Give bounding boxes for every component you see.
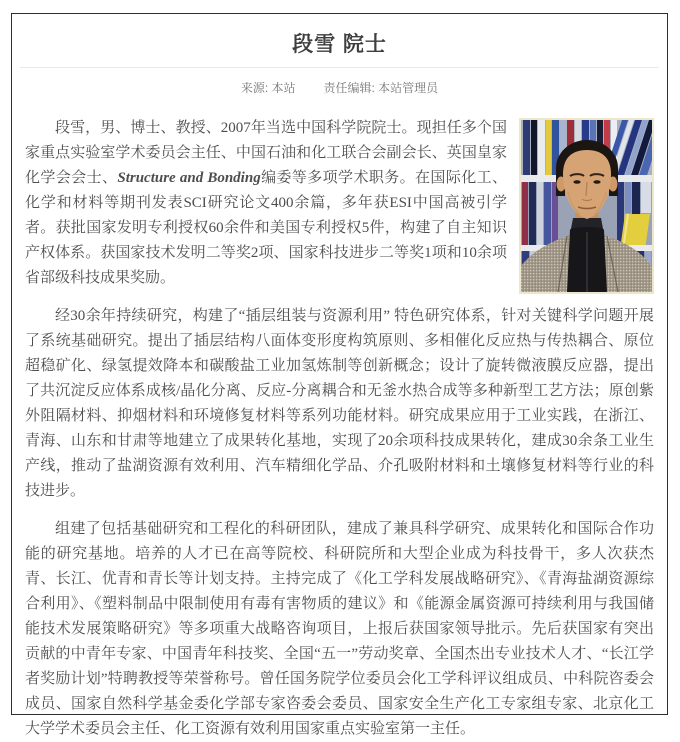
article-body (25, 116, 654, 742)
paragraph-bio-rest: 编委等多项学术职务。在国际化工、化学和材料等期刊发表SCI研究论文400余篇，多年获ESI中国高被引学者。获批国家发明专利授权60余件和美国专利授权5件，构建了自主知识产权体系。获国家技术发明二等奖2项、国家科技进步二等奖1项和10余项省部级科技成果奖励。 (25, 170, 507, 286)
journal-name-text: Structure and Bonding (117, 170, 261, 186)
article-meta-row (12, 81, 667, 96)
paragraph-bio-lead: 段雪，男、博士、教授、2007年当选中国科学院院士。现担任多个国家重点实验室学术委员会主任、中国石油和化工联合会副会长、英国皇家化学会会士、 (25, 120, 507, 186)
portrait-photo (519, 118, 654, 294)
article-title: 段雪 院士 (292, 33, 387, 56)
paragraph-team-honors: 组建了包括基础研究和工程化的科研团队，建成了兼具科学研究、成果转化和国际合作功能的研究基地。培养的人才已在高等院校、科研院所和大型企业成为科技骨干，多人次获杰青、长江、优青和青长等计划支持。主持完成了《化工学科发展战略研究》、《青海盐湖资源综合利用》、《塑料制品中限制使用有毒有害物质的建议》和《能源金属资源可持续利用与我国储能技术发展策略研究》等多项重大战略咨询项目，上报后获国家领导批示。先后获国家有突出贡献的中青年专家、中国青年科技奖、全国“五一”劳动奖章、全国杰出专业技术人才、“长江学者奖励计划”特聘教授等荣誉称号。曾任国务院学位委员会化工学科评议组成员、中科院咨委会成员、国家自然科学基金委化学部专家咨委会委员、国家安全生产化工专家组专家、北京化工大学学术委员会主任、化工资源有效利用国家重点实验室第一主任。 (25, 521, 654, 737)
paragraph-research: 经30余年持续研究，构建了“插层组装与资源利用” 特色研究体系，针对关键科学问题开展了系统基础研究。提出了插层结构八面体变形度构筑原则、多相催化反应热与传热耦合、原位超稳矿化、绿氢提效降本和碳酸盐工业加氢炼制等创新概念；设计了旋转微液膜反应器，提出了共沉淀反应体系成核/晶化分离、反应-分离耦合和无釜水热合成等多种新型工艺方法；原创紫外阻隔材料、抑烟材料和环境修复材料等系列功能材料。研究成果应用于工业实践，在浙江、青海、山东和甘肃等地建立了成果转化基地，实现了20余项科技成果转化，建成30余条工业生产线，推动了盐湖资源有效利用、汽车精细化学品、介孔吸附材料和土壤修复材料等行业的科技进步。 (25, 308, 654, 499)
article-page-container (11, 13, 668, 737)
title-divider (20, 67, 659, 68)
meta-editor-label: 责任编辑: 本站管理员 (323, 81, 439, 95)
portrait-illustration (521, 120, 652, 292)
meta-source-label: 来源: 本站 (240, 81, 296, 95)
